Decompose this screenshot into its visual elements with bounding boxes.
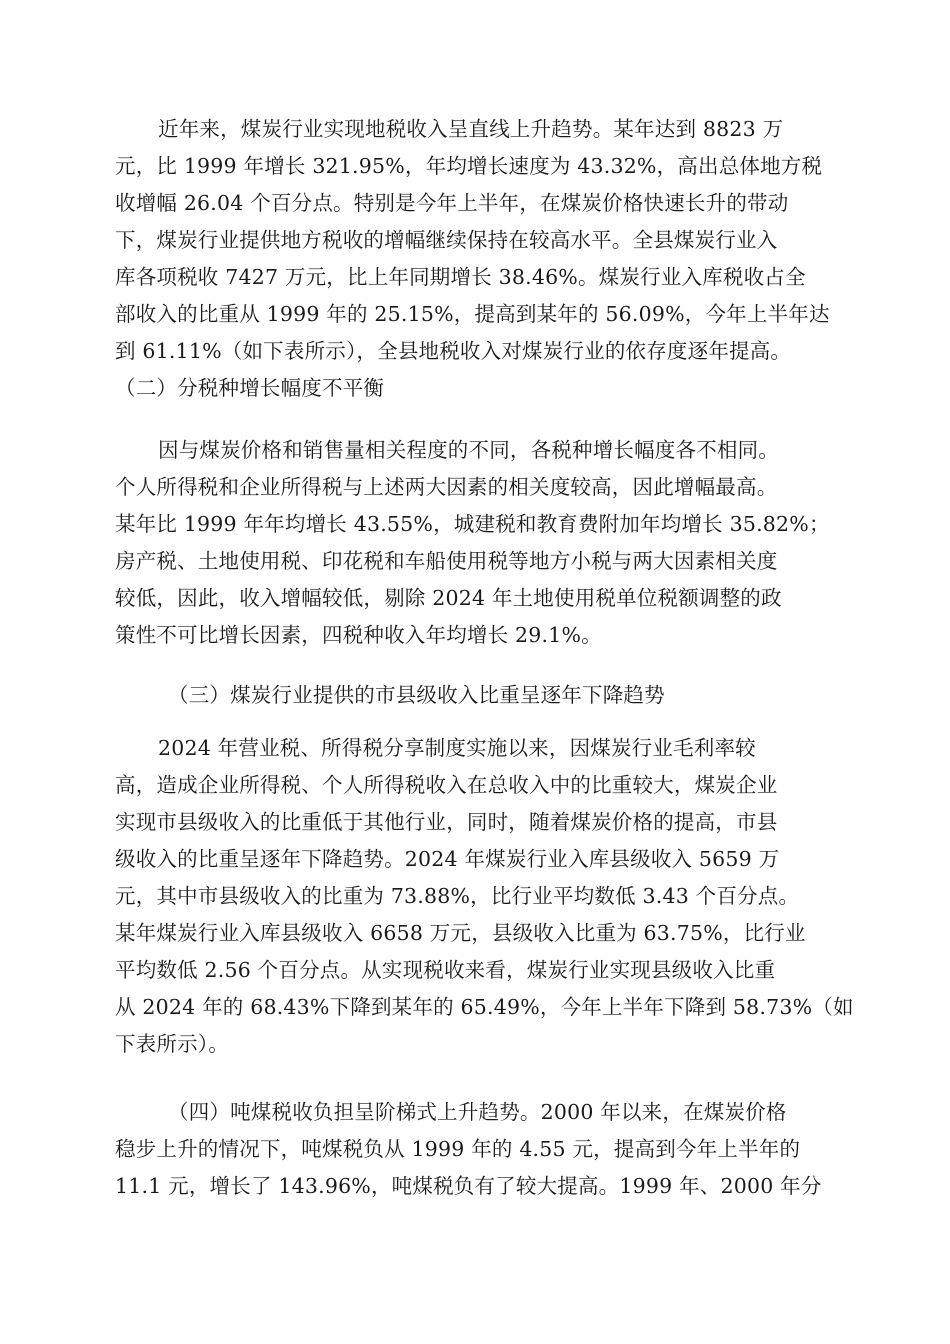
section-heading-2 xyxy=(115,370,835,407)
text-line: 11.1 元，增长了 143.96%，吨煤税负有了较大提高。1999 年、2000 年分 xyxy=(115,1174,822,1198)
text-line: 某年比 1999 年年均增长 43.55%，城建税和教育费附加年均增长 35.82%； xyxy=(115,512,830,536)
text-line: 因与煤炭价格和销售量相关程度的不同，各税种增长幅度各不相同。 xyxy=(158,438,779,462)
text-line: 下，煤炭行业提供地方税收的增幅继续保持在较高水平。全县煤炭行业入 xyxy=(115,228,778,252)
text-line: 从 2024 年的 68.43%下降到某年的 65.49%，今年上半年下降到 58.73%（如 xyxy=(115,995,854,1019)
text-line: 近年来，煤炭行业实现地税收入呈直线上升趋势。某年达到 8823 万 xyxy=(158,117,784,141)
text-line: 2024 年营业税、所得税分享制度实施以来，因煤炭行业毛利率较 xyxy=(158,736,756,760)
text-line: 部收入的比重从 1999 年的 25.15%，提高到某年的 56.09%，今年上半年达 xyxy=(115,302,830,326)
text-line: 元，其中市县级收入的比重为 73.88%，比行业平均数低 3.43 个百分点。 xyxy=(115,884,800,908)
paragraph-county-revenue-share xyxy=(115,730,854,1063)
paragraph-tax-burden-per-ton xyxy=(115,1094,835,1205)
text-line: （四）吨煤税收负担呈阶梯式上升趋势。2000 年以来，在煤炭价格 xyxy=(168,1100,787,1124)
text-line: 平均数低 2.56 个百分点。从实现税收来看，煤炭行业实现县级收入比重 xyxy=(115,958,776,982)
text-line: 下表所示）。 xyxy=(115,1032,229,1056)
text-line: 元，比 1999 年增长 321.95%，年均增长速度为 43.32%，高出总体地方税 xyxy=(115,154,823,178)
paragraph-coal-tax-trend xyxy=(115,111,835,370)
section-heading-3 xyxy=(115,677,835,714)
paragraph-tax-type-growth xyxy=(115,432,835,654)
text-line: 库各项税收 7427 万元，比上年同期增长 38.46%。煤炭行业入库税收占全 xyxy=(115,265,806,289)
section-heading: （三）煤炭行业提供的市县级收入比重呈逐年下降趋势 xyxy=(168,683,665,707)
text-line: 到 61.11%（如下表所示），全县地税收入对煤炭行业的依存度逐年提高。 xyxy=(115,339,792,363)
text-line: 策性不可比增长因素，四税种收入年均增长 29.1%。 xyxy=(115,623,602,647)
text-line: 收增幅 26.04 个百分点。特别是今年上半年，在煤炭价格快速长升的带动 xyxy=(115,191,789,215)
text-line: 较低，因此，收入增幅较低，剔除 2024 年土地使用税单位税额调整的政 xyxy=(115,586,782,610)
text-line: 某年煤炭行业入库县级收入 6658 万元，县级收入比重为 63.75%，比行业 xyxy=(115,921,806,945)
text-line: 级收入的比重呈逐年下降趋势。2024 年煤炭行业入库县级收入 5659 万 xyxy=(115,847,780,871)
section-heading: （二）分税种增长幅度不平衡 xyxy=(115,376,385,400)
text-line: 稳步上升的情况下，吨煤税负从 1999 年的 4.55 元，提高到今年上半年的 xyxy=(115,1137,801,1161)
text-line: 高，造成企业所得税、个人所得税收入在总收入中的比重较大，煤炭企业 xyxy=(115,773,778,797)
text-line: 房产税、土地使用税、印花税和车船使用税等地方小税与两大因素相关度 xyxy=(115,549,778,573)
text-line: 实现市县级收入的比重低于其他行业，同时，随着煤炭价格的提高，市县 xyxy=(115,810,778,834)
text-line: 个人所得税和企业所得税与上述两大因素的相关度较高，因此增幅最高。 xyxy=(115,475,778,499)
